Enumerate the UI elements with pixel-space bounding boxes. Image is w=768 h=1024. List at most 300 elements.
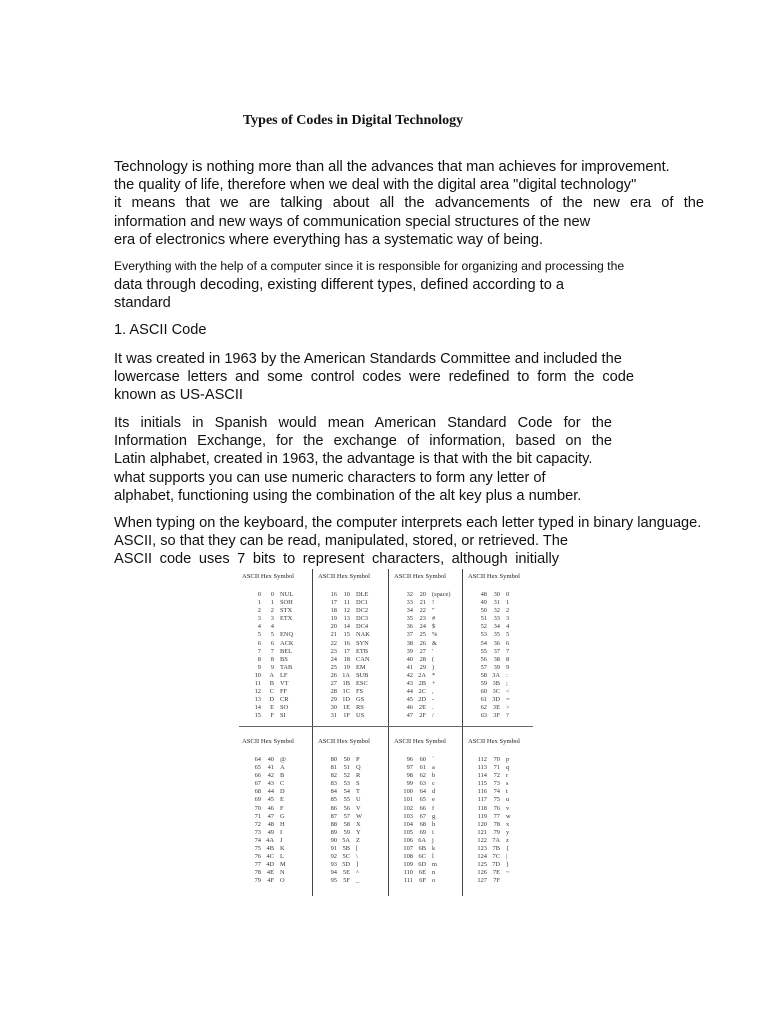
ascii-cell: Z — [356, 836, 360, 844]
ascii-column-header: ASCII Hex Symbol — [394, 738, 447, 745]
ascii-cell: 84 — [330, 788, 337, 796]
ascii-cell: 104 — [403, 820, 413, 828]
ascii-cell: 45 — [406, 696, 413, 704]
ascii-cell: 5B — [342, 845, 350, 853]
ascii-cell: g — [432, 812, 436, 820]
ascii-cell: c — [432, 780, 435, 788]
ascii-cell: 61 — [480, 696, 487, 704]
ascii-cell: NAK — [356, 631, 370, 639]
ascii-cell: 7F — [493, 877, 500, 885]
ascii-cell: . — [432, 704, 434, 712]
ascii-cell: ~ — [506, 869, 510, 877]
ascii-cell: 43 — [406, 680, 413, 688]
ascii-cell: EM — [356, 663, 366, 671]
ascii-cell: SO — [280, 704, 289, 712]
ascii-cell: 121 — [477, 828, 487, 836]
ascii-cell: 96 — [406, 756, 413, 763]
ascii-cell: 79 — [493, 828, 500, 836]
ascii-cell: 7 — [506, 647, 510, 655]
ascii-cell: 32 — [493, 607, 500, 615]
ascii-cell: 52 — [343, 772, 350, 780]
text-line: ASCII, so that they can be read, manipulated, stored, or retrieved. The — [114, 533, 569, 550]
ascii-dec-column — [475, 756, 487, 886]
ascii-cell: 4C — [266, 853, 274, 861]
ascii-cell: 67 — [419, 812, 426, 820]
ascii-cell: 100 — [403, 788, 413, 796]
ascii-cell: 97 — [406, 764, 413, 772]
ascii-cell: 74 — [493, 788, 500, 796]
ascii-cell: 64 — [419, 788, 426, 796]
ascii-cell: 107 — [403, 845, 413, 853]
ascii-cell: 20 — [330, 623, 337, 631]
ascii-cell: 59 — [343, 828, 350, 836]
ascii-cell: 111 — [403, 877, 413, 885]
ascii-cell: 49 — [480, 599, 487, 607]
ascii-cell: F — [270, 712, 274, 720]
ascii-cell: 3F — [493, 712, 500, 720]
ascii-cell: ' — [432, 647, 434, 655]
ascii-cell: 62 — [480, 704, 487, 712]
ascii-cell: 122 — [477, 836, 487, 844]
ascii-cell: 117 — [477, 796, 487, 804]
ascii-cell: 113 — [477, 764, 487, 772]
ascii-cell: 44 — [267, 788, 274, 796]
ascii-cell: 76 — [493, 804, 500, 812]
ascii-cell: q — [506, 764, 510, 772]
ascii-cell: 59 — [480, 680, 487, 688]
ascii-sym-column — [506, 591, 538, 721]
ascii-cell: 50 — [343, 756, 350, 763]
ascii-dec-column — [475, 591, 487, 721]
text-line: Technology is nothing more than all the advances that man achieves for improvement. — [114, 159, 670, 175]
ascii-dec-column — [401, 756, 413, 886]
ascii-column-header: ASCII Hex Symbol — [468, 573, 521, 580]
ascii-cell: 21 — [419, 599, 426, 607]
ascii-cell: C — [269, 688, 274, 696]
ascii-cell: 6 — [270, 639, 274, 647]
ascii-cell: N — [280, 869, 285, 877]
ascii-cell: 5 — [257, 631, 261, 639]
ascii-cell: k — [432, 845, 436, 853]
ascii-cell: ETB — [356, 647, 369, 655]
ascii-cell: 66 — [419, 804, 426, 812]
ascii-cell: FS — [356, 688, 364, 696]
ascii-cell: SUB — [356, 671, 369, 679]
ascii-cell: 2 — [506, 607, 510, 615]
ascii-cell: 56 — [343, 804, 350, 812]
ascii-cell: 28 — [419, 655, 426, 663]
ascii-cell: 1E — [342, 704, 350, 712]
ascii-cell: 4F — [267, 877, 274, 885]
ascii-cell: 26 — [419, 639, 426, 647]
ascii-cell: 99 — [406, 780, 413, 788]
ascii-cell: 0 — [270, 591, 274, 598]
ascii-hex-column — [340, 591, 350, 721]
ascii-cell: 20 — [419, 591, 426, 598]
ascii-cell: SI — [280, 712, 286, 720]
ascii-cell: 12 — [343, 607, 350, 615]
text-line: When typing on the keyboard, the computer interprets each letter typed in binary language. — [114, 515, 702, 531]
ascii-cell: 13 — [254, 696, 261, 704]
ascii-cell: v — [506, 804, 510, 812]
ascii-cell: 126 — [477, 869, 487, 877]
ascii-hex-column — [416, 591, 426, 721]
ascii-cell: 31 — [493, 599, 500, 607]
ascii-cell: 42 — [406, 671, 413, 679]
ascii-cell: 93 — [330, 861, 337, 869]
ascii-cell: 44 — [406, 688, 413, 696]
paragraph-3 — [114, 350, 634, 405]
ascii-cell: VT — [280, 680, 289, 688]
ascii-cell: 38 — [406, 639, 413, 647]
ascii-cell: B — [280, 772, 285, 780]
ascii-cell: b — [432, 772, 436, 780]
ascii-cell: t — [506, 788, 508, 796]
ascii-cell: 88 — [330, 820, 337, 828]
ascii-cell: n — [432, 869, 436, 877]
ascii-cell: 53 — [480, 631, 487, 639]
text-line: the quality of life, therefore when we deal with the digital area "digital technology" — [114, 177, 637, 194]
text-line: Latin alphabet, created in 1963, the advantage is that with the bit capacity. — [114, 451, 593, 468]
ascii-cell: 6 — [506, 639, 510, 647]
ascii-cell: 112 — [477, 756, 487, 763]
ascii-cell: 9 — [257, 663, 261, 671]
ascii-cell: 69 — [254, 796, 261, 804]
ascii-cell: S — [356, 780, 360, 788]
ascii-dec-column — [325, 591, 337, 721]
ascii-cell: 5 — [270, 631, 274, 639]
ascii-cell: 1D — [342, 696, 350, 704]
ascii-cell: 95 — [330, 877, 337, 885]
ascii-cell: 72 — [254, 820, 261, 828]
ascii-cell: 35 — [406, 615, 413, 623]
ascii-cell: ` — [432, 756, 435, 763]
ascii-cell: 21 — [330, 631, 337, 639]
ascii-cell: 3B — [492, 680, 500, 688]
text-line: Its initials in Spanish would mean American Standard Code for the — [114, 415, 612, 431]
ascii-hex-column — [264, 756, 274, 886]
ascii-cell: 37 — [406, 631, 413, 639]
ascii-cell: A — [280, 764, 285, 772]
ascii-cell: 4 — [257, 623, 261, 631]
ascii-cell: 3A — [492, 671, 500, 679]
ascii-cell: 35 — [493, 631, 500, 639]
ascii-cell: 54 — [480, 639, 487, 647]
ascii-cell: 2C — [418, 688, 426, 696]
ascii-cell: 125 — [477, 861, 487, 869]
ascii-cell: 6D — [418, 861, 426, 869]
ascii-cell: 5 — [506, 631, 510, 639]
ascii-cell: M — [280, 861, 286, 869]
ascii-cell: 76 — [254, 853, 261, 861]
ascii-cell: F — [280, 804, 284, 812]
ascii-hex-column — [490, 591, 500, 721]
ascii-cell: 69 — [419, 828, 426, 836]
ascii-cell: NUL — [280, 591, 294, 598]
ascii-cell: r — [506, 772, 509, 780]
ascii-cell: j — [432, 836, 434, 844]
ascii-cell: 16 — [330, 591, 337, 598]
ascii-cell: 18 — [343, 655, 350, 663]
ascii-cell: 34 — [406, 607, 413, 615]
ascii-cell: 55 — [480, 647, 487, 655]
paragraph-5 — [114, 514, 702, 569]
document-title: Types of Codes in Digital Technology — [242, 113, 464, 128]
ascii-cell: 5C — [342, 853, 350, 861]
ascii-cell: 34 — [493, 623, 500, 631]
ascii-cell: LF — [280, 671, 288, 679]
ascii-cell: 32 — [406, 591, 413, 598]
ascii-cell: 57 — [480, 663, 487, 671]
ascii-cell: 106 — [403, 836, 413, 844]
ascii-column-header: ASCII Hex Symbol — [242, 573, 295, 580]
text-line: Information Exchange, for the exchange of information, based on the — [114, 433, 612, 450]
ascii-cell: 6 — [257, 639, 261, 647]
ascii-hex-column — [340, 756, 350, 886]
ascii-cell: C — [280, 780, 285, 788]
ascii-cell — [280, 623, 312, 631]
table-divider — [239, 726, 533, 727]
table-divider — [312, 569, 313, 896]
ascii-cell: & — [432, 639, 437, 647]
ascii-cell: " — [432, 607, 435, 615]
ascii-cell: 108 — [403, 853, 413, 861]
ascii-cell: V — [356, 804, 361, 812]
ascii-cell: 7C — [492, 853, 500, 861]
ascii-cell: 72 — [493, 772, 500, 780]
ascii-cell: 2 — [257, 607, 261, 615]
ascii-cell: GS — [356, 696, 365, 704]
ascii-cell: 41 — [267, 764, 274, 772]
ascii-cell: G — [280, 812, 285, 820]
ascii-sym-column — [280, 591, 312, 721]
paragraph-4 — [114, 414, 612, 505]
ascii-dec-column — [249, 756, 261, 886]
ascii-cell: SOH — [280, 599, 293, 607]
ascii-cell: 51 — [480, 615, 487, 623]
ascii-cell: DC2 — [356, 607, 369, 615]
ascii-cell: 48 — [267, 820, 274, 828]
ascii-cell: I — [280, 828, 283, 836]
ascii-column-header: ASCII Hex Symbol — [468, 738, 521, 745]
ascii-cell: 4 — [506, 623, 510, 631]
ascii-cell: 7E — [492, 869, 500, 877]
ascii-cell: 50 — [480, 607, 487, 615]
ascii-cell: ? — [506, 712, 509, 720]
ascii-column-header: ASCII Hex Symbol — [242, 738, 295, 745]
ascii-cell: 7B — [492, 845, 500, 853]
text-line: known as US-ASCII — [114, 387, 243, 404]
ascii-cell: SYN — [356, 639, 369, 647]
ascii-dec-column — [325, 756, 337, 886]
ascii-cell: m — [432, 861, 437, 869]
ascii-cell: 77 — [254, 861, 261, 869]
small-text-line — [114, 257, 704, 275]
ascii-cell: h — [432, 820, 436, 828]
text-line: data through decoding, existing different types, defined according to a — [114, 277, 565, 293]
ascii-cell: 37 — [493, 647, 500, 655]
ascii-cell: ( — [432, 655, 435, 663]
text-line: era of electronics where everything has a systematic way of being. — [114, 231, 544, 248]
ascii-cell: 67 — [254, 780, 261, 788]
ascii-cell: 73 — [493, 780, 500, 788]
ascii-cell: ; — [506, 680, 508, 688]
ascii-cell: 77 — [493, 812, 500, 820]
ascii-cell — [506, 877, 538, 885]
ascii-cell: 2F — [419, 712, 426, 720]
ascii-cell: 42 — [267, 772, 274, 780]
ascii-cell: 56 — [480, 655, 487, 663]
ascii-cell: 74 — [254, 836, 261, 844]
ascii-cell: DLE — [356, 591, 369, 598]
ascii-cell: * — [432, 671, 436, 679]
ascii-cell: 63 — [419, 780, 426, 788]
ascii-cell: 6E — [418, 869, 426, 877]
text-line: information and new ways of communication special structures of the new — [114, 213, 591, 230]
ascii-cell: 8 — [506, 655, 510, 663]
ascii-cell: B — [269, 680, 274, 688]
ascii-cell: DC1 — [356, 599, 369, 607]
ascii-cell: 7 — [257, 647, 261, 655]
ascii-cell: } — [506, 861, 510, 869]
ascii-cell: 60 — [419, 756, 426, 763]
ascii-cell: DC4 — [356, 623, 369, 631]
ascii-cell: 48 — [480, 591, 487, 598]
ascii-cell: 47 — [267, 812, 274, 820]
ascii-cell: 4D — [266, 861, 274, 869]
ascii-cell: 75 — [493, 796, 500, 804]
text-line: standard — [114, 295, 171, 312]
ascii-cell: ! — [432, 599, 435, 607]
ascii-cell: (space) — [432, 591, 451, 598]
ascii-cell: 75 — [254, 845, 261, 853]
ascii-cell: 7D — [492, 861, 500, 869]
ascii-cell: BEL — [280, 647, 293, 655]
ascii-cell: 30 — [493, 591, 500, 598]
ascii-cell: 6B — [418, 845, 426, 853]
ascii-cell: 58 — [343, 820, 350, 828]
ascii-cell: 68 — [419, 820, 426, 828]
ascii-cell: 36 — [493, 639, 500, 647]
ascii-cell: 73 — [254, 828, 261, 836]
ascii-cell: s — [506, 780, 509, 788]
ascii-cell: 25 — [419, 631, 426, 639]
ascii-sym-column — [432, 591, 464, 721]
ascii-column-header: ASCII Hex Symbol — [394, 573, 447, 580]
ascii-sym-column — [356, 591, 388, 721]
ascii-cell: 1F — [343, 712, 350, 720]
ascii-cell: 116 — [477, 788, 487, 796]
ascii-cell: 64 — [254, 756, 261, 763]
ascii-cell: 3D — [492, 696, 500, 704]
ascii-cell: D — [280, 788, 285, 796]
ascii-cell: 0 — [257, 591, 261, 598]
ascii-cell: 68 — [254, 788, 261, 796]
ascii-column-header: ASCII Hex Symbol — [318, 738, 371, 745]
text-line: Everything with the help of a computer since it is responsible for organizing and processing the — [114, 259, 625, 273]
ascii-table-image — [239, 569, 533, 896]
ascii-sym-column — [432, 756, 464, 886]
ascii-cell: _ — [356, 877, 360, 885]
ascii-cell: : — [506, 671, 508, 679]
ascii-cell: % — [432, 631, 438, 639]
ascii-cell: 86 — [330, 804, 337, 812]
ascii-cell: 5E — [342, 869, 350, 877]
ascii-cell: 98 — [406, 772, 413, 780]
ascii-cell: 24 — [419, 623, 426, 631]
ascii-cell: 2 — [270, 607, 274, 615]
ascii-cell: z — [506, 836, 509, 844]
ascii-cell: o — [432, 877, 436, 885]
ascii-cell: 43 — [267, 780, 274, 788]
ascii-cell: 26 — [330, 671, 337, 679]
ascii-cell: H — [280, 820, 285, 828]
ascii-cell: 45 — [267, 796, 274, 804]
ascii-cell: D — [269, 696, 274, 704]
ascii-cell: 54 — [343, 788, 350, 796]
ascii-cell: 85 — [330, 796, 337, 804]
ascii-cell: 4E — [266, 869, 274, 877]
ascii-cell: ENQ — [280, 631, 294, 639]
ascii-cell: 66 — [254, 772, 261, 780]
ascii-cell: P — [356, 756, 360, 763]
paragraph-2 — [114, 276, 704, 312]
ascii-cell: 101 — [403, 796, 413, 804]
ascii-cell: O — [280, 877, 285, 885]
ascii-cell: [ — [356, 845, 359, 853]
ascii-cell: , — [432, 688, 434, 696]
ascii-cell: 3E — [492, 704, 500, 712]
ascii-cell: 127 — [477, 877, 487, 885]
ascii-cell: 14 — [254, 704, 261, 712]
ascii-cell: 17 — [343, 647, 350, 655]
ascii-cell: 1 — [270, 599, 274, 607]
ascii-cell: 5D — [342, 861, 350, 869]
text-line: lowercase letters and some control codes were redefined to form the code — [114, 369, 634, 386]
ascii-cell: 9 — [270, 663, 274, 671]
ascii-cell: RS — [356, 704, 364, 712]
ascii-cell: 80 — [330, 756, 337, 763]
ascii-cell: 2A — [418, 671, 426, 679]
ascii-cell: 19 — [330, 615, 337, 623]
ascii-cell: FF — [280, 688, 288, 696]
ascii-cell: 123 — [477, 845, 487, 853]
ascii-cell: J — [280, 836, 283, 844]
ascii-cell: 4B — [266, 845, 274, 853]
ascii-cell: US — [356, 712, 365, 720]
ascii-cell: X — [356, 820, 361, 828]
ascii-cell: 102 — [403, 804, 413, 812]
ascii-cell: STX — [280, 607, 293, 615]
ascii-cell: 87 — [330, 812, 337, 820]
text-line: it means that we are talking about all the advancements of the new era of the — [114, 195, 704, 212]
ascii-cell: a — [432, 764, 435, 772]
ascii-cell: 114 — [477, 772, 487, 780]
ascii-cell: 2D — [418, 696, 426, 704]
ascii-cell: 5F — [343, 877, 350, 885]
ascii-cell: 33 — [406, 599, 413, 607]
ascii-sym-column — [356, 756, 388, 886]
ascii-cell: l — [432, 853, 434, 861]
ascii-cell: 78 — [254, 869, 261, 877]
ascii-cell: ESC — [356, 680, 368, 688]
ascii-cell: 15 — [343, 631, 350, 639]
ascii-cell: 49 — [267, 828, 274, 836]
ascii-cell: 6A — [418, 836, 426, 844]
ascii-cell: 1A — [342, 671, 350, 679]
ascii-cell: f — [432, 804, 435, 812]
ascii-cell: 11 — [343, 599, 350, 607]
